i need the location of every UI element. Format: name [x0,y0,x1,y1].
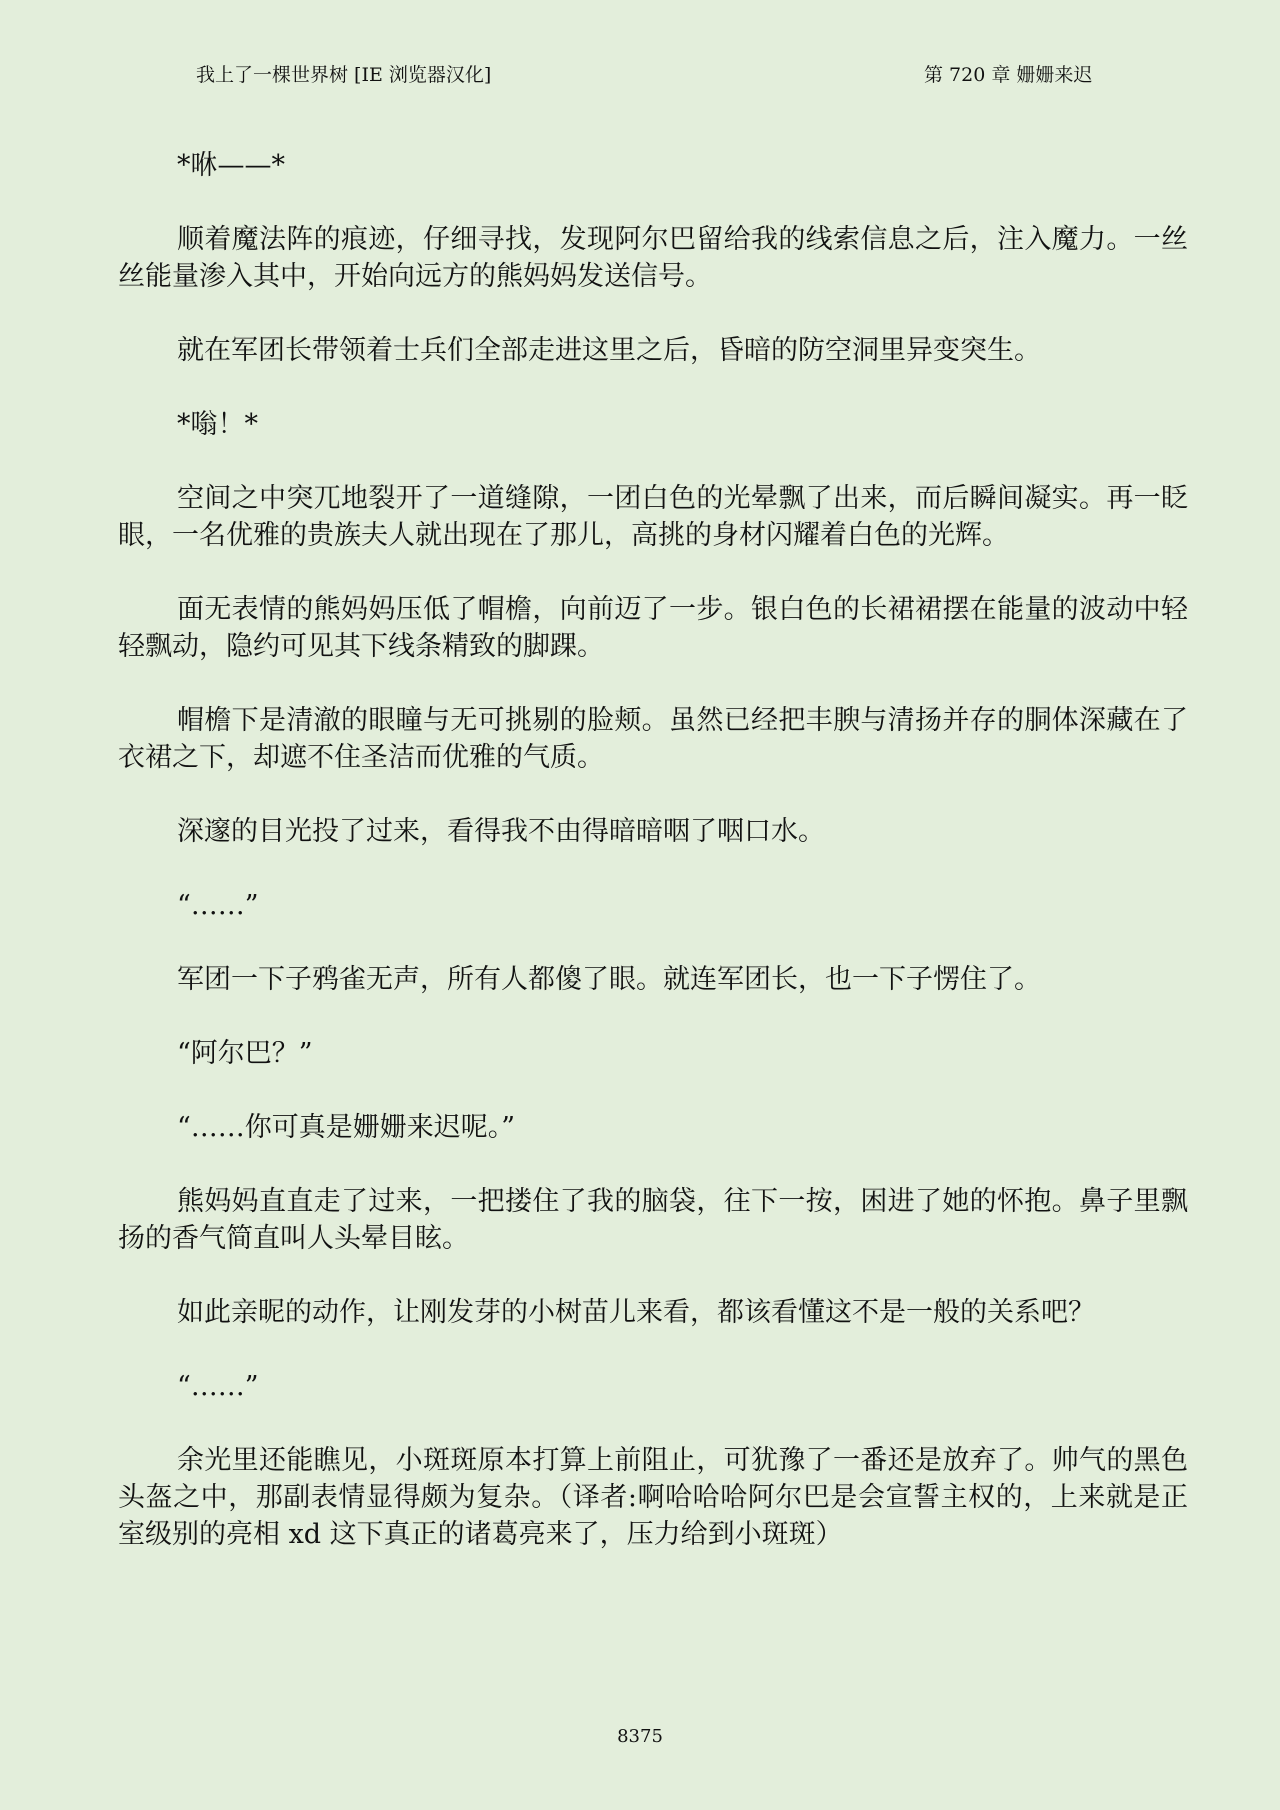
paragraph: 如此亲昵的动作，让刚发芽的小树苗儿来看，都该看懂这不是一般的关系吧？ [177,1297,1095,1328]
paragraph: 面无表情的熊妈妈压低了帽檐，向前迈了一步。银白色的长裙裙摆在能量的波动中轻轻飘动，隐约可见其下线条精致的脚踝。 [118,594,1188,662]
paragraph: 顺着魔法阵的痕迹，仔细寻找，发现阿尔巴留给我的线索信息之后，注入魔力。一丝丝能量渗入其中，开始向远方的熊妈妈发送信号。 [118,224,1188,292]
chapter-body [118,147,1188,1590]
book-title: 我上了一棵世界树 [IE 浏览器汉化] [196,64,492,86]
page-header [0,60,1280,90]
paragraph: *咻——* [177,150,285,181]
paragraph: 军团一下子鸦雀无声，所有人都傻了眼。就连军团长，也一下子愣住了。 [177,964,1041,995]
paragraph: “……” [177,890,259,921]
paragraph: “……你可真是姗姗来迟呢。” [177,1112,516,1143]
paragraph: 深邃的目光投了过来，看得我不由得暗暗咽了咽口水。 [177,816,825,847]
paragraph: 空间之中突兀地裂开了一道缝隙，一团白色的光晕飘了出来，而后瞬间凝实。再一眨眼，一名优雅的贵族夫人就出现在了那儿，高挑的身材闪耀着白色的光辉。 [118,483,1188,551]
paragraph: “阿尔巴？” [177,1038,313,1069]
paragraph: *嗡！* [177,409,258,440]
paragraph: 熊妈妈直直走了过来，一把搂住了我的脑袋，往下一按，困进了她的怀抱。鼻子里飘扬的香气简直叫人头晕目眩。 [118,1186,1188,1254]
paragraph: 帽檐下是清澈的眼瞳与无可挑剔的脸颊。虽然已经把丰腴与清扬并存的胴体深藏在了衣裙之下，却遮不住圣洁而优雅的气质。 [118,705,1188,773]
chapter-title: 第 720 章 姗姗来迟 [924,64,1093,86]
paragraph: 余光里还能瞧见，小斑斑原本打算上前阻止，可犹豫了一番还是放弃了。帅气的黑色头盔之中，那副表情显得颇为复杂。（译者:啊哈哈哈阿尔巴是会宣誓主权的，上来就是正室级别的亮相 xd 这下真正的诸葛亮来了，压力给到小斑斑） [118,1445,1188,1550]
page-number: 8375 [617,1726,663,1747]
paragraph: “……” [177,1371,259,1402]
paragraph: 就在军团长带领着士兵们全部走进这里之后，昏暗的防空洞里异变突生。 [177,335,1041,366]
